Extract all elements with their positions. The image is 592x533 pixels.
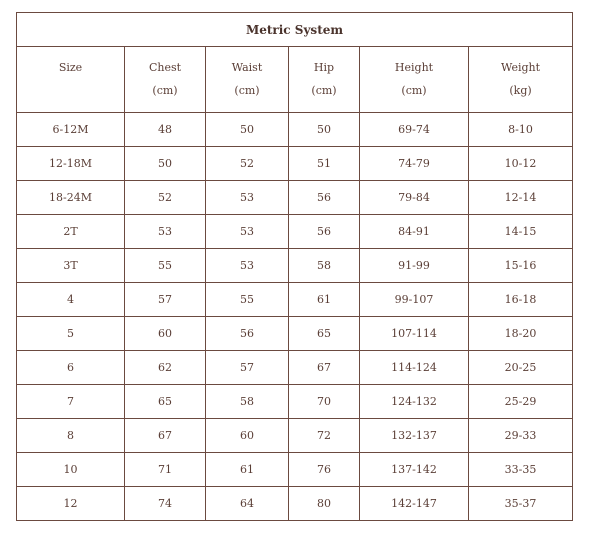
column-header-unit: (cm) — [152, 84, 178, 97]
table-cell: 6 — [17, 351, 125, 385]
table-cell: 60 — [125, 317, 206, 351]
table-row — [17, 249, 573, 283]
table-cell: 107-114 — [360, 317, 469, 351]
table-row — [17, 453, 573, 487]
table-row — [17, 283, 573, 317]
table-cell: 55 — [206, 283, 289, 317]
column-header-hip — [289, 47, 360, 113]
column-header-name: Chest — [148, 61, 182, 74]
table-cell: 67 — [125, 419, 206, 453]
table-cell: 69-74 — [360, 113, 469, 147]
table-cell: 20-25 — [469, 351, 573, 385]
table-body — [17, 113, 573, 521]
column-header-size — [17, 47, 125, 113]
column-header-unit: (cm) — [311, 84, 337, 97]
table-cell: 53 — [206, 215, 289, 249]
column-header-name: Weight — [501, 61, 541, 74]
table-row — [17, 317, 573, 351]
table-cell: 16-18 — [469, 283, 573, 317]
table-cell: 52 — [125, 181, 206, 215]
column-header-height — [360, 47, 469, 113]
table-cell: 74 — [125, 487, 206, 521]
table-cell: 50 — [289, 113, 360, 147]
table-cell: 132-137 — [360, 419, 469, 453]
table-cell: 57 — [206, 351, 289, 385]
table-cell: 124-132 — [360, 385, 469, 419]
table-cell: 61 — [206, 453, 289, 487]
table-cell: 48 — [125, 113, 206, 147]
table-cell: 114-124 — [360, 351, 469, 385]
table-title: Metric System — [17, 13, 573, 47]
table-cell: 76 — [289, 453, 360, 487]
table-cell: 99-107 — [360, 283, 469, 317]
table-row — [17, 419, 573, 453]
table-cell: 14-15 — [469, 215, 573, 249]
table-cell: 80 — [289, 487, 360, 521]
table-cell: 67 — [289, 351, 360, 385]
table-cell: 60 — [206, 419, 289, 453]
table-cell: 57 — [125, 283, 206, 317]
table-cell: 84-91 — [360, 215, 469, 249]
table-cell: 58 — [289, 249, 360, 283]
table-cell: 15-16 — [469, 249, 573, 283]
table-row — [17, 487, 573, 521]
table-cell: 8 — [17, 419, 125, 453]
table-cell: 79-84 — [360, 181, 469, 215]
table-row — [17, 147, 573, 181]
column-header-unit: (cm) — [401, 84, 427, 97]
table-cell: 142-147 — [360, 487, 469, 521]
table-cell: 53 — [206, 249, 289, 283]
table-cell: 74-79 — [360, 147, 469, 181]
table-cell: 10 — [17, 453, 125, 487]
table-cell: 64 — [206, 487, 289, 521]
table-cell: 3T — [17, 249, 125, 283]
table-cell: 12-18M — [17, 147, 125, 181]
column-header-weight — [469, 47, 573, 113]
column-header-unit: (cm) — [234, 84, 260, 97]
table-cell: 70 — [289, 385, 360, 419]
table-cell: 56 — [206, 317, 289, 351]
table-cell: 56 — [289, 181, 360, 215]
header-row — [17, 47, 573, 113]
table-cell: 10-12 — [469, 147, 573, 181]
table-cell: 18-24M — [17, 181, 125, 215]
table-cell: 72 — [289, 419, 360, 453]
table-row — [17, 113, 573, 147]
table-row — [17, 385, 573, 419]
table-cell: 51 — [289, 147, 360, 181]
table-row — [17, 351, 573, 385]
table-cell: 71 — [125, 453, 206, 487]
column-header-name: Size — [58, 61, 83, 74]
table-cell: 5 — [17, 317, 125, 351]
table-cell: 50 — [206, 113, 289, 147]
table-cell: 50 — [125, 147, 206, 181]
table-cell: 91-99 — [360, 249, 469, 283]
column-header-name: Hip — [313, 61, 335, 74]
table-cell: 65 — [289, 317, 360, 351]
table-cell: 58 — [206, 385, 289, 419]
column-header-chest — [125, 47, 206, 113]
table-cell: 52 — [206, 147, 289, 181]
table-cell: 35-37 — [469, 487, 573, 521]
table-cell: 55 — [125, 249, 206, 283]
table-cell: 61 — [289, 283, 360, 317]
table-cell: 62 — [125, 351, 206, 385]
column-header-waist — [206, 47, 289, 113]
table-cell: 8-10 — [469, 113, 573, 147]
table-cell: 53 — [125, 215, 206, 249]
table-cell: 4 — [17, 283, 125, 317]
table-cell: 12 — [17, 487, 125, 521]
table-cell: 33-35 — [469, 453, 573, 487]
table-cell: 56 — [289, 215, 360, 249]
column-header-name: Waist — [231, 61, 263, 74]
table-cell: 7 — [17, 385, 125, 419]
column-header-unit: (kg) — [509, 84, 532, 97]
table-cell: 65 — [125, 385, 206, 419]
table-cell: 18-20 — [469, 317, 573, 351]
table-cell: 137-142 — [360, 453, 469, 487]
table-cell: 29-33 — [469, 419, 573, 453]
table-cell: 53 — [206, 181, 289, 215]
column-header-name: Height — [394, 61, 434, 74]
table-cell: 12-14 — [469, 181, 573, 215]
table-row — [17, 215, 573, 249]
table-cell: 2T — [17, 215, 125, 249]
size-chart-table — [16, 12, 573, 521]
table-row — [17, 181, 573, 215]
table-cell: 6-12M — [17, 113, 125, 147]
table-cell: 25-29 — [469, 385, 573, 419]
